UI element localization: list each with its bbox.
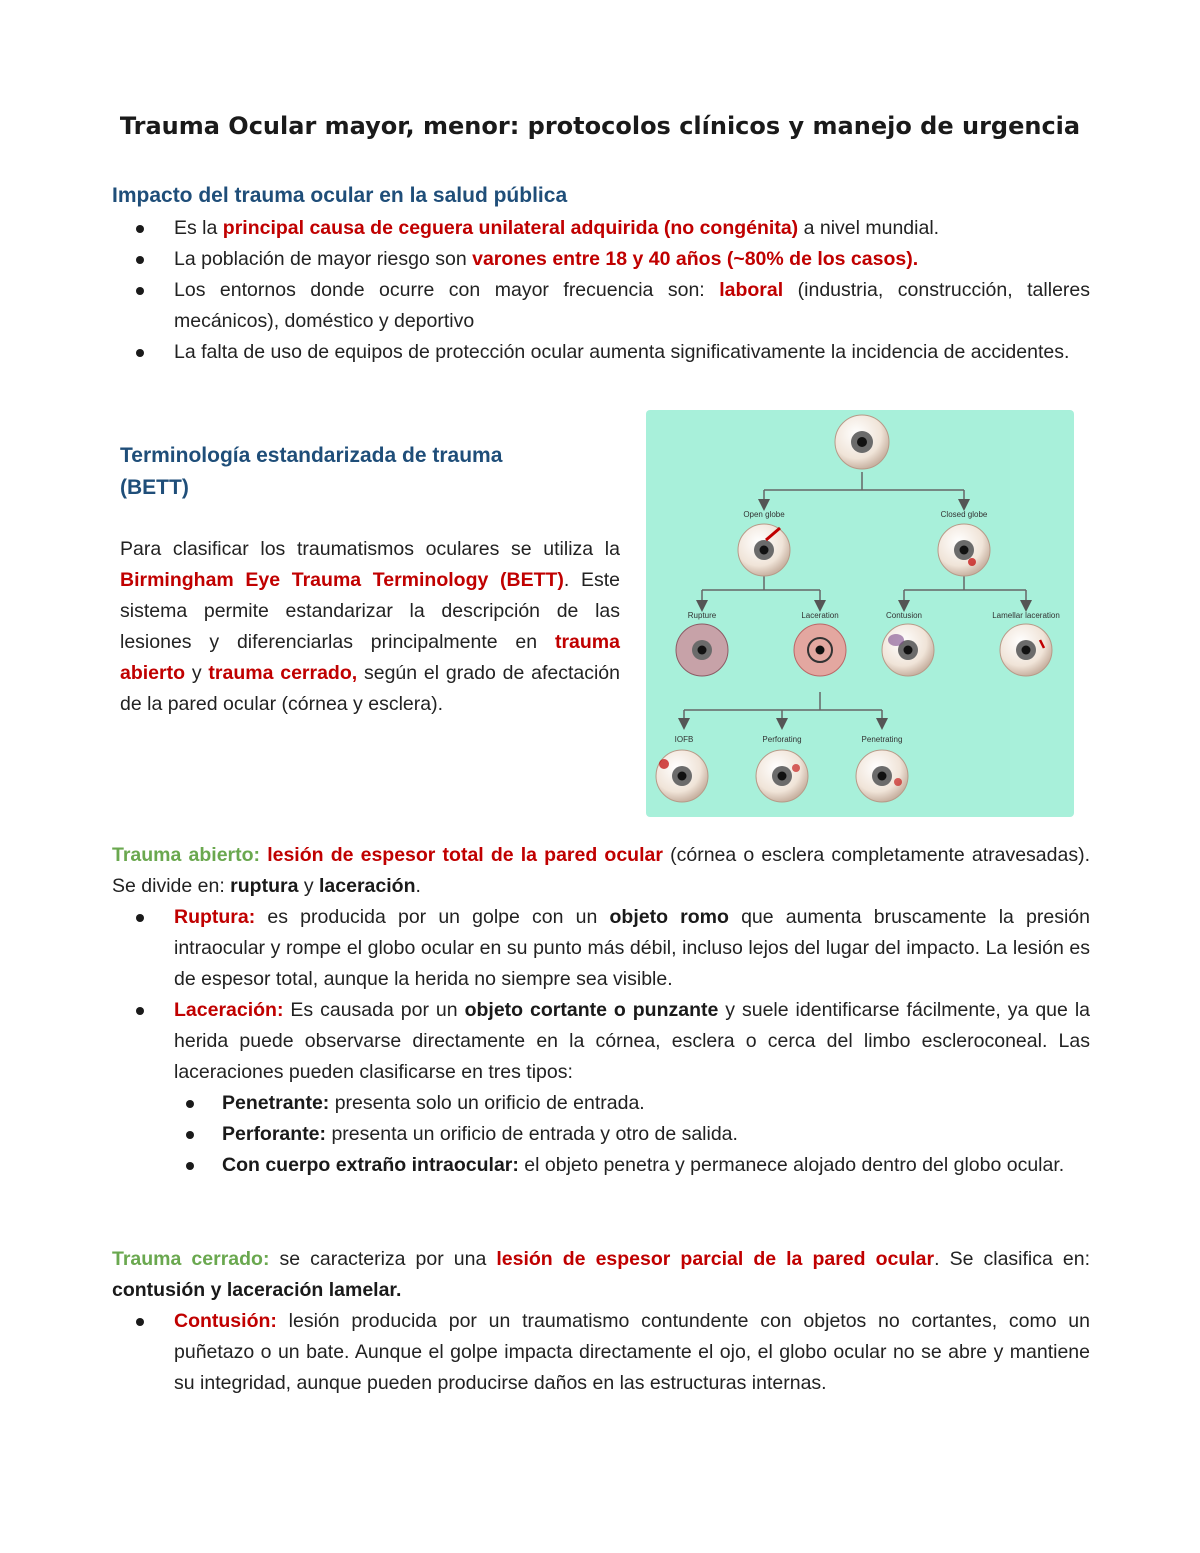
eye-icon — [794, 624, 846, 676]
label-penetrating: Penetrating — [861, 735, 903, 744]
label-lamellar: Lamellar laceration — [992, 611, 1060, 620]
eye-icon — [938, 524, 990, 576]
label-contusion: Contusion — [885, 611, 923, 620]
trauma-cerrado-list — [112, 1306, 1090, 1399]
document-title: Trauma Ocular mayor, menor: protocolos clínicos y manejo de urgencia — [119, 112, 1081, 140]
bett-classification-figure — [646, 410, 1074, 817]
trauma-abierto-definition: Trauma abierto: lesión de espesor total de la pared ocular (córnea o esclera completamente atravesadas). Se divide en: ruptura y laceración. — [112, 844, 1090, 897]
bett-heading: Terminología estandarizada de trauma (BETT) — [120, 444, 503, 499]
eye-icon — [676, 624, 728, 676]
trauma-abierto-section — [112, 840, 1090, 1181]
list-item: Penetrante: presenta solo un orificio de entrada. — [174, 1088, 1090, 1119]
bett-paragraph: Para clasificar los traumatismos oculares se utiliza la Birmingham Eye Trauma Terminology (BETT). Este sistema permite estandarizar la descripción de las lesiones y diferenciarlas principalmente en trauma abierto y trauma cerrado, según el grado de afectación de la pared ocular (córnea y esclera). — [120, 538, 620, 715]
label-closed-globe: Closed globe — [940, 510, 988, 519]
eye-icon — [656, 750, 708, 802]
list-item: Contusión: lesión producida por un traumatismo contundente con objetos no cortantes, como un puñetazo o un bate. Aunque el golpe impacta directamente el ojo, el globo ocular no se abre y mantiene su integridad, aunque pueden producirse daños en las estructuras internas. — [112, 1306, 1090, 1399]
list-item: Los entornos donde ocurre con mayor frecuencia son: laboral (industria, construcción, talleres mecánicos), doméstico y deportivo — [112, 275, 1090, 337]
impacto-heading: Impacto del trauma ocular en la salud pública — [112, 184, 568, 207]
list-item: Es la principal causa de ceguera unilateral adquirida (no congénita) a nivel mundial. — [112, 213, 1090, 244]
list-item: Con cuerpo extraño intraocular: el objeto penetra y permanece alojado dentro del globo ocular. — [174, 1150, 1090, 1181]
bett-section — [120, 440, 620, 720]
eye-illustrations — [656, 415, 1052, 802]
list-item: La población de mayor riesgo son varones entre 18 y 40 años (~80% de los casos). — [112, 244, 1090, 275]
label-perforating: Perforating — [762, 735, 802, 744]
laceracion-types-list — [174, 1088, 1090, 1181]
label-open-globe: Open globe — [743, 510, 785, 519]
label-rupture: Rupture — [687, 611, 717, 620]
impacto-list — [112, 213, 1090, 368]
list-item: Perforante: presenta un orificio de entrada y otro de salida. — [174, 1119, 1090, 1150]
list-item: La falta de uso de equipos de protección ocular aumenta significativamente la incidencia de accidentes. — [112, 337, 1090, 368]
trauma-cerrado-section — [112, 1244, 1090, 1399]
label-laceration: Laceration — [801, 611, 839, 620]
eye-icon — [738, 524, 790, 576]
eye-icon — [1000, 624, 1052, 676]
list-item: Ruptura: es producida por un golpe con un objeto romo que aumenta bruscamente la presión intraocular y rompe el globo ocular en su punto más débil, incluso lejos del lugar del impacto. La lesión es de espesor total, aunque la herida no siempre sea visible. — [112, 902, 1090, 995]
trauma-cerrado-definition: Trauma cerrado: se caracteriza por una lesión de espesor parcial de la pared ocular. Se clasifica en: contusión y laceración lamelar. — [112, 1248, 1090, 1301]
label-iofb: IOFB — [674, 735, 694, 744]
eye-icon — [882, 624, 934, 676]
eye-icon — [856, 750, 908, 802]
impacto-section — [112, 180, 1090, 368]
eye-icon — [756, 750, 808, 802]
eye-icon — [835, 415, 889, 469]
trauma-abierto-list — [112, 902, 1090, 1181]
list-item: Laceración: Es causada por un objeto cortante o punzante y suele identificarse fácilmente, ya que la herida puede observarse directamente en la córnea, esclera o cerca del limbo escleroconeal. Las laceraciones pueden clasificarse en tres tipos: Penetrante: presenta solo un orificio de entrada. Perforante: presenta un orificio de entrada y otro de salida. Con cuerpo extraño intraocular: el objeto penetra y permanece alojado dentro del globo ocular. — [112, 995, 1090, 1181]
bett-diagram — [646, 410, 1074, 817]
